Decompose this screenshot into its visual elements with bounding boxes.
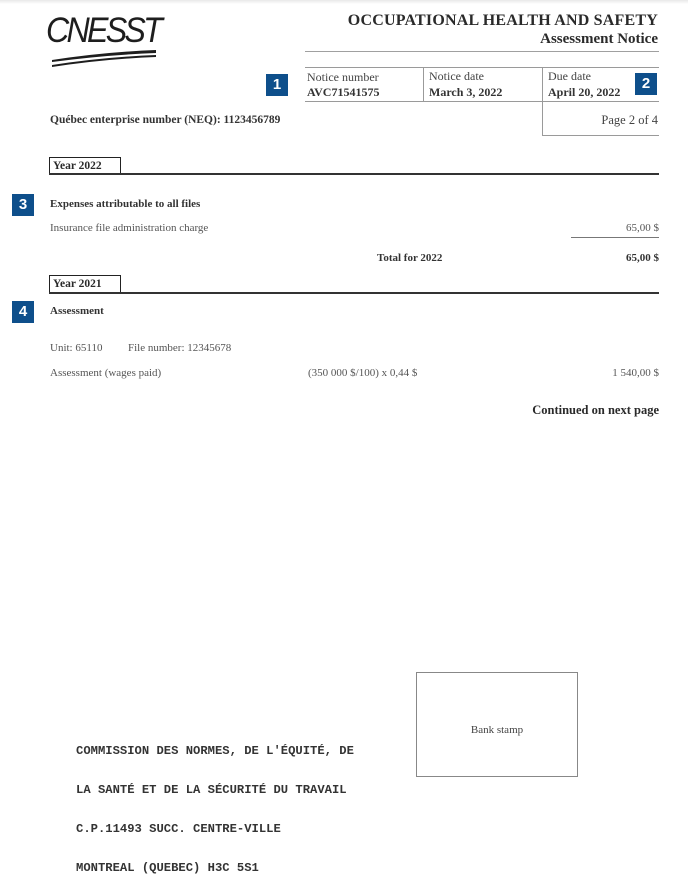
total-label: Total for 2022	[377, 252, 443, 264]
notice-date-label: Notice date	[429, 69, 484, 83]
document-subtitle: Assessment Notice	[540, 31, 658, 47]
callout-badge-4: 4	[12, 301, 34, 323]
total-amount: 65,00 $	[626, 252, 659, 264]
notice-table-divider	[542, 67, 543, 136]
notice-number-label: Notice number	[307, 70, 379, 84]
callout-badge-2: 2	[635, 73, 657, 95]
address-line: MONTREAL (QUEBEC) H3C 5S1	[76, 861, 259, 875]
notice-table-divider	[423, 67, 424, 102]
page-indicator: Page 2 of 4	[601, 113, 658, 127]
assessment-description: Assessment (wages paid)	[50, 367, 162, 379]
notice-number-value: AVC71541575	[307, 85, 380, 99]
due-date-value: April 20, 2022	[548, 85, 621, 99]
section-title-assessment: Assessment	[50, 305, 104, 317]
section-title-expenses: Expenses attributable to all files	[50, 198, 201, 210]
cnesst-logo	[46, 12, 164, 60]
bank-stamp-label: Bank stamp	[470, 724, 524, 736]
due-date-label: Due date	[548, 69, 591, 83]
subtotal-rule	[571, 237, 659, 238]
line-item-amount: 65,00 $	[626, 222, 659, 234]
title-divider	[305, 51, 659, 52]
assessment-formula: (350 000 $/100) x 0,44 $	[308, 367, 418, 379]
page-cell-bottom-border	[542, 135, 659, 136]
address-line: C.P.11493 SUCC. CENTRE-VILLE	[76, 822, 281, 836]
year-divider	[49, 173, 659, 175]
line-item-description: Insurance file administration charge	[50, 222, 209, 234]
document-title: OCCUPATIONAL HEALTH AND SAFETY	[347, 12, 658, 29]
year-divider	[49, 292, 659, 294]
enterprise-number: Québec enterprise number (NEQ): 1123456789	[50, 114, 281, 126]
continued-note: Continued on next page	[532, 403, 659, 417]
page-top-shade	[0, 0, 688, 4]
return-address	[76, 719, 354, 888]
logo-text: CNESST	[46, 11, 161, 50]
callout-badge-3: 3	[12, 194, 34, 216]
logo-swoosh-icon	[50, 48, 158, 68]
callout-badge-1: 1	[266, 74, 288, 96]
notice-table-top-border	[305, 67, 659, 68]
notice-date-value: March 3, 2022	[429, 85, 503, 99]
assessment-amount: 1 540,00 $	[612, 367, 659, 379]
address-line: LA SANTÉ ET DE LA SÉCURITÉ DU TRAVAIL	[76, 783, 347, 797]
address-line: COMMISSION DES NORMES, DE L'ÉQUITÉ, DE	[76, 744, 354, 758]
bank-stamp-box	[416, 672, 578, 777]
year-label-2021: Year 2021	[49, 275, 121, 292]
year-label-2022: Year 2022	[49, 157, 121, 174]
notice-table-bottom-border	[305, 101, 659, 102]
unit-number: Unit: 65110	[50, 342, 103, 354]
file-number: File number: 12345678	[128, 342, 232, 354]
